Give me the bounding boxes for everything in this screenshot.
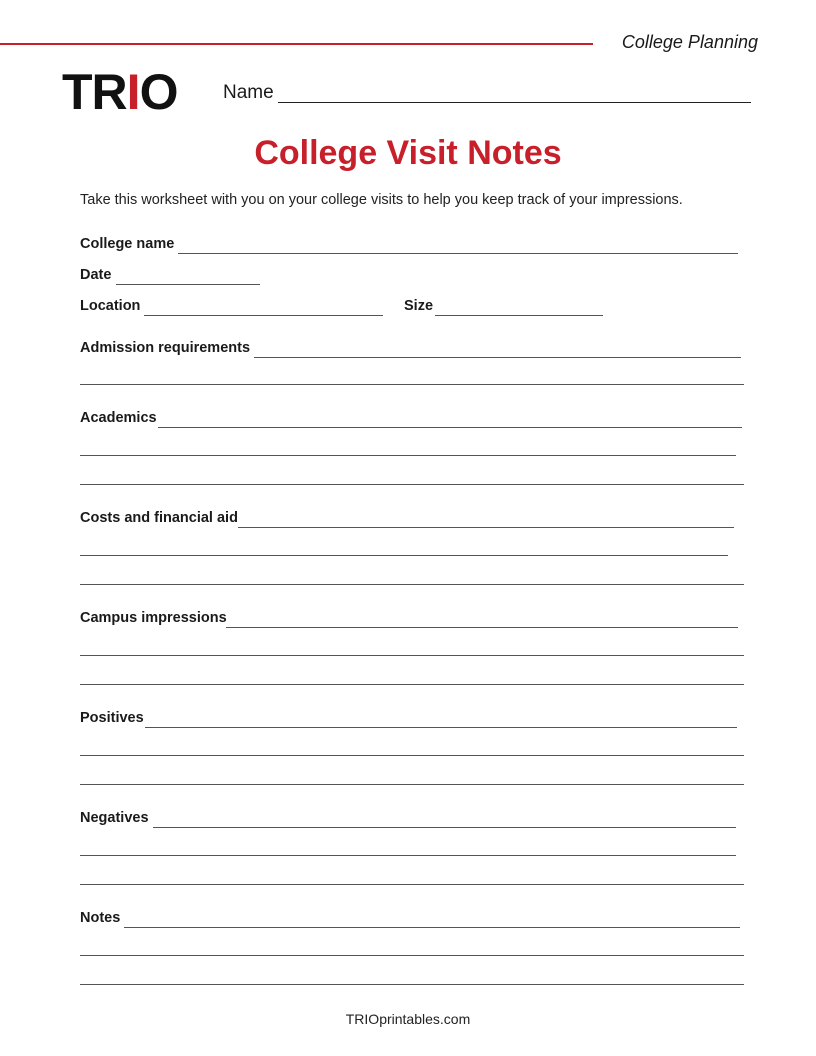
campus-label: Campus impressions [80,610,227,626]
admission-extra-line[interactable] [80,384,744,385]
trio-logo: TRIO [62,64,178,120]
academics-field[interactable] [80,410,742,428]
academics-line[interactable] [158,427,742,428]
negatives-extra-line[interactable] [80,855,736,856]
series-label: College Planning [621,32,758,52]
academics-extra-line[interactable] [80,455,736,456]
location-line[interactable] [144,315,383,316]
negatives-field[interactable] [80,810,736,828]
intro-text: Take this worksheet with you on your college visits to help you keep track of your impressions. [80,192,683,208]
footer-url: TRIOprintables.com [345,1011,471,1027]
academics-extra-line[interactable] [80,484,744,485]
campus-extra-line[interactable] [80,655,744,656]
positives-field[interactable] [80,710,737,728]
campus-field[interactable] [80,610,738,628]
admission-line[interactable] [254,357,741,358]
college-name-label: College name [80,236,175,252]
positives-extra-line[interactable] [80,784,744,785]
costs-extra-line[interactable] [80,555,728,556]
location-label: Location [80,298,141,314]
costs-line[interactable] [238,527,734,528]
negatives-line[interactable] [153,827,736,828]
notes-extra-line[interactable] [80,955,744,956]
positives-extra-line[interactable] [80,755,744,756]
size-line[interactable] [435,315,603,316]
name-label: Name [223,82,274,103]
positives-line[interactable] [145,727,737,728]
name-field[interactable] [223,82,751,104]
costs-field[interactable] [80,510,734,528]
college-name-line[interactable] [178,253,738,254]
header-accent-rule [0,43,593,45]
negatives-extra-line[interactable] [80,884,744,885]
positives-label: Positives [80,710,144,726]
notes-field[interactable] [80,910,740,928]
negatives-label: Negatives [80,810,149,826]
page-title: College Visit Notes [254,134,562,172]
admission-field[interactable] [80,340,741,358]
notes-line[interactable] [124,927,740,928]
date-field[interactable] [80,267,260,285]
campus-extra-line[interactable] [80,684,744,685]
size-label: Size [404,298,434,314]
costs-label: Costs and financial aid [80,510,238,526]
size-field[interactable] [404,298,603,316]
academics-label: Academics [80,410,157,426]
name-line[interactable] [278,102,751,103]
date-label: Date [80,267,112,283]
costs-extra-line[interactable] [80,584,744,585]
location-field[interactable] [80,298,383,316]
college-name-field[interactable] [80,236,738,254]
notes-extra-line[interactable] [80,984,744,985]
notes-label: Notes [80,910,121,926]
admission-label: Admission requirements [80,340,251,356]
campus-line[interactable] [226,627,738,628]
date-line[interactable] [116,284,260,285]
